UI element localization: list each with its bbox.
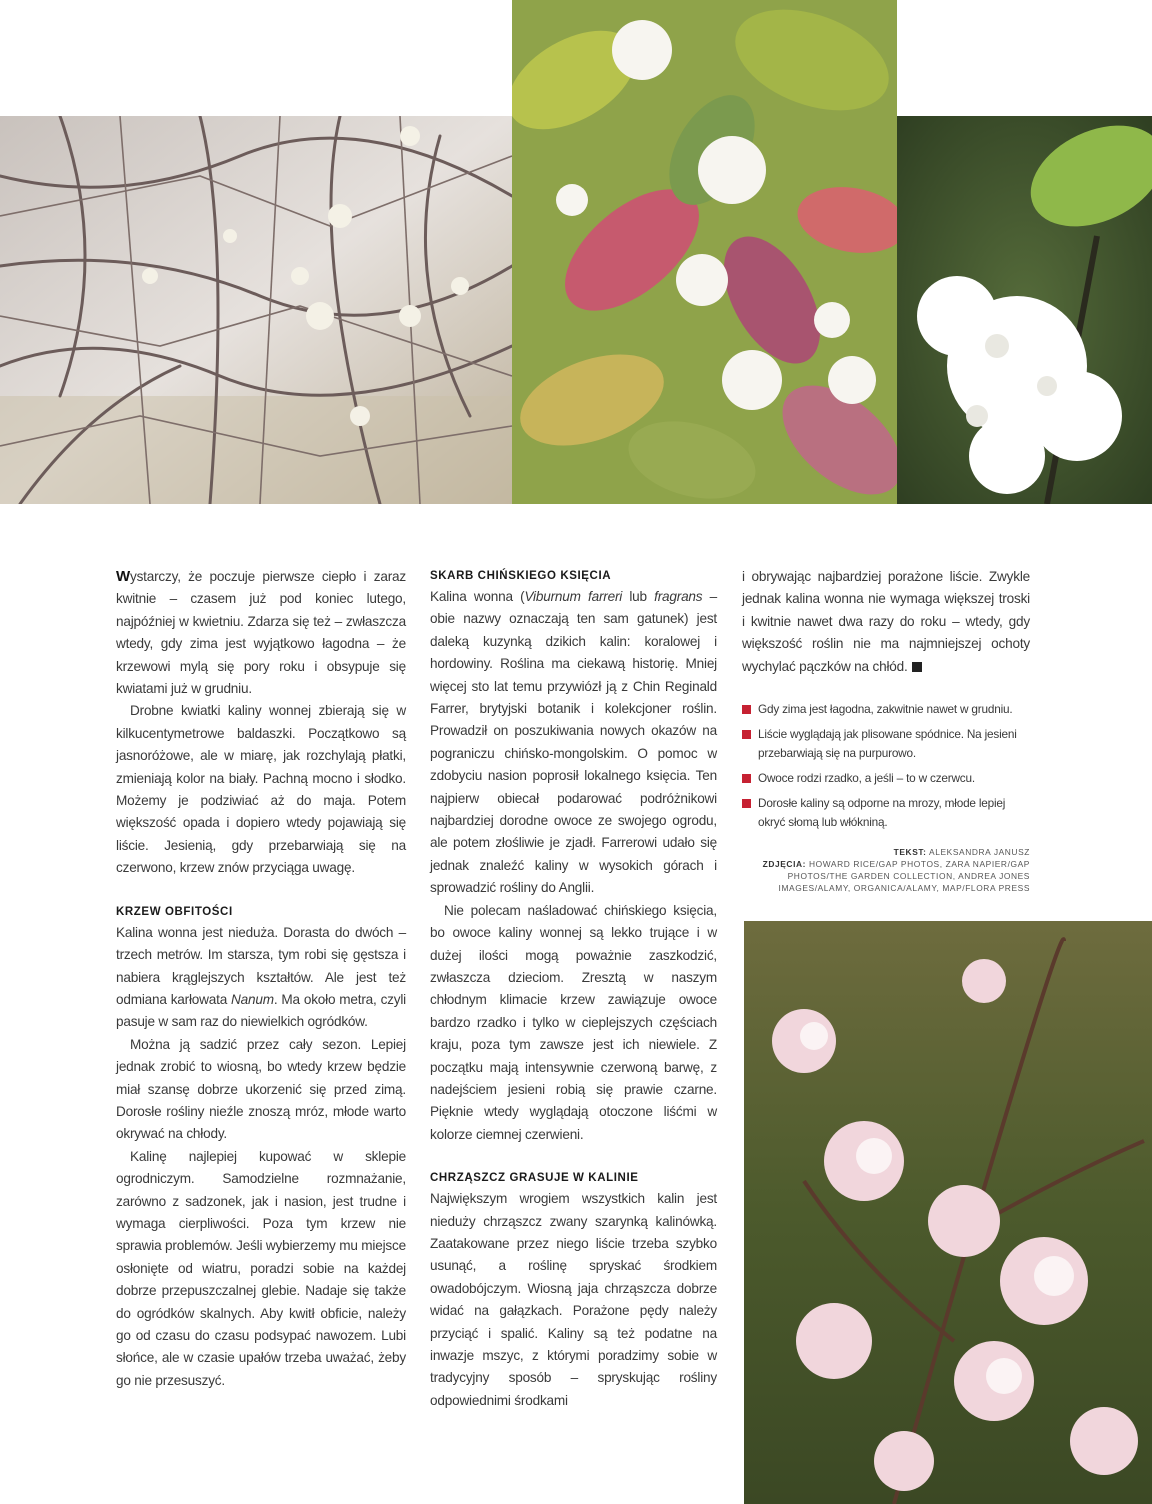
fact-list: [742, 700, 1030, 832]
credits: TEKST: ALEKSANDRA JANUSZ ZDJĘCIA: HOWARD RICE/GAP PHOTOS, ZARA NAPIER/GAP PHOTOS/THE GARDEN COLLECTION, ANDREA JONES IMAGES/ALAMY, ORGANICA/ALAMY, MAP/FLORA PRESS: [762, 847, 1030, 894]
red-square-bullet-icon: [742, 705, 751, 714]
photo-autumn-leaves: [512, 0, 897, 504]
chrzaszcz-paragraph-continued: i obrywając najbardziej porażone liście. Zwykle jednak kalina wonna nie wymaga większej troski i kwitnie nawet dwa razy do roku – wtedy, gdy większość roślin nie ma najmniejszej ochoty wychylać pączków na chłód.: [742, 569, 1030, 674]
skarb-paragraph-2: Nie polecam naśladować chińskiego księcia, bo owoce kaliny wonnej są lekko trujące i w dużej ilości mogą poważnie zaszkodzić, zwłaszcza dzieciom. Zresztą w naszym chłodnym klimacie krzew zawiązuje owoce bardzo rzadko i tylko w cieplejszych częściach kraju, poza tym zawsze jest ich niewiele. Z początku mają intensywnie czerwoną barwę, z nadejściem jesieni robią się prawie czarne. Pięknie wtedy wyglądają otoczone liśćmi w kolorze ciemnej czerwieni.: [430, 902, 717, 1142]
text-column-3: [742, 566, 1030, 894]
krzew-paragraph-2: Można ją sadzić przez cały sezon. Lepiej jednak zrobić to wiosną, bo wtedy krzew będzie miał szansę dobrze ukorzenić się przed zimą. Dorosłe rośliny nieźle znoszą mróz, młode warto okrywać na chłody.: [116, 1036, 406, 1142]
intro-paragraph-2: Drobne kwiatki kaliny wonnej zbierają się w kilkucentymetrowe baldaszki. Początkowo są jasnoróżowe, ale w miarę, jak rozchylają płatki, zmieniają kolor na biały. Pachną mocno i słodko. Możemy je podziwiać aż do maja. Potem większość opada i dopiero wtedy pojawiają się liście. Jesienią, gdy przebarwiają się na czerwono, krzew znów przyciąga uwagę.: [116, 703, 406, 876]
section-heading-krzew: KRZEW OBFITOŚCI: [116, 905, 233, 918]
fact-item: Liście wyglądają jak plisowane spódnice. Na jesieni przebarwiają się na purpurowo.: [742, 725, 1030, 763]
red-square-bullet-icon: [742, 774, 751, 783]
fact-item: Gdy zima jest łagodna, zakwitnie nawet w grudniu.: [742, 700, 1030, 719]
photo-white-cluster: [897, 116, 1152, 504]
intro-paragraph: Wystarczy, że poczuje pierwsze ciepło i zaraz kwitnie – czasem już pod koniec lutego, najpóźniej w kwietniu. Zdarza się też – zwłaszcza wtedy, gdy zima jest wyjątkowo łagodna – że krzewowi mylą się pory roku i obsypuje się kwiatami już w grudniu.: [116, 568, 406, 697]
section-heading-skarb: SKARB CHIŃSKIEGO KSIĘCIA: [430, 570, 612, 582]
text-column-1: [116, 566, 406, 1392]
section-heading-chrzaszcz: CHRZĄSZCZ GRASUJE W KALINIE: [430, 1172, 639, 1185]
krzew-paragraph-1: Kalina wonna jest nieduża. Dorasta do dwóch – trzech metrów. Im starsza, tym robi się gęstsza i nabiera krąglejszych kształtów. Ale jest też odmiana karłowata Nanum. Ma około metra, czyli pasuje w sam raz do niewielkich ogródków.: [116, 924, 407, 1030]
end-of-article-mark: [912, 662, 922, 672]
photo-pink-blossoms: [744, 921, 1152, 1504]
photo-frosted-branches: [0, 116, 512, 504]
fact-item: Owoce rodzi rzadko, a jeśli – to w czerwcu.: [742, 769, 1030, 788]
krzew-paragraph-3: Kalinę najlepiej kupować w sklepie ogrodniczym. Samodzielne rozmnażanie, zarówno z sadzonek, jak i nasion, jest trudne i wymaga cierpliwości. Poza tym krzew nie sprawia problemów. Jeśli wybierzemy mu miejsce osłonięte od wiatru, poradzi sobie na każdej dobrze przepuszczalnej glebie. Nadaje się także do ogródków skalnych. Aby kwitł obficie, należy go od czasu do czasu podsypać nawozem. Lubi słońce, ale w czasie upałów trzeba uważać, żeby go nie przesuszyć.: [116, 1148, 406, 1388]
dropcap-letter: W: [116, 568, 130, 585]
chrzaszcz-paragraph-1: Największym wrogiem wszystkich kalin jest nieduży chrząszcz zwany szarynką kalinówką. Zaatakowane przez niego liście trzeba szybko usunąć, a roślinę spryskać środkiem owadobójczym. Wiosną jaja chrząszcza dobrze widać na gałązkach. Porażone pędy należy przyciąć i spalić. Kaliny są też podatne na inwazje mszyc, z którymi poradzimy sobie w tradycyjny sposób – spryskując rośliny odpowiednimi środkami: [430, 1191, 717, 1408]
red-square-bullet-icon: [742, 799, 751, 808]
fact-item: Dorosłe kaliny są odporne na mrozy, młode lepiej okryć słomą lub włókniną.: [742, 794, 1030, 832]
red-square-bullet-icon: [742, 730, 751, 739]
skarb-paragraph-1: Kalina wonna (Viburnum farreri lub fragrans – obie nazwy oznaczają ten sam gatunek) jest daleką kuzynką dzikich kalin: koralowej i hordowiny. Roślina ma ciekawą historię. Mniej więcej sto lat temu przywiózł ją z Chin Reginald Farrer, brytyjski botanik i kolekcjoner roślin. Prowadził on poszukiwania nowych okazów na pograniczu chińsko-mongolskim. O pomoc w zdobyciu nasion poprosił lokalnego księcia. Ten najpierw obiecał podarować podróżnikowi najbardziej dorodne owoce ze swojego ogrodu, ale potem złośliwie je zjadł. Farrerowi udało się jednak znaleźć kaliny w wysokich górach i sprowadzić rośliny do Anglii.: [430, 589, 717, 896]
text-column-2: [430, 566, 717, 1412]
